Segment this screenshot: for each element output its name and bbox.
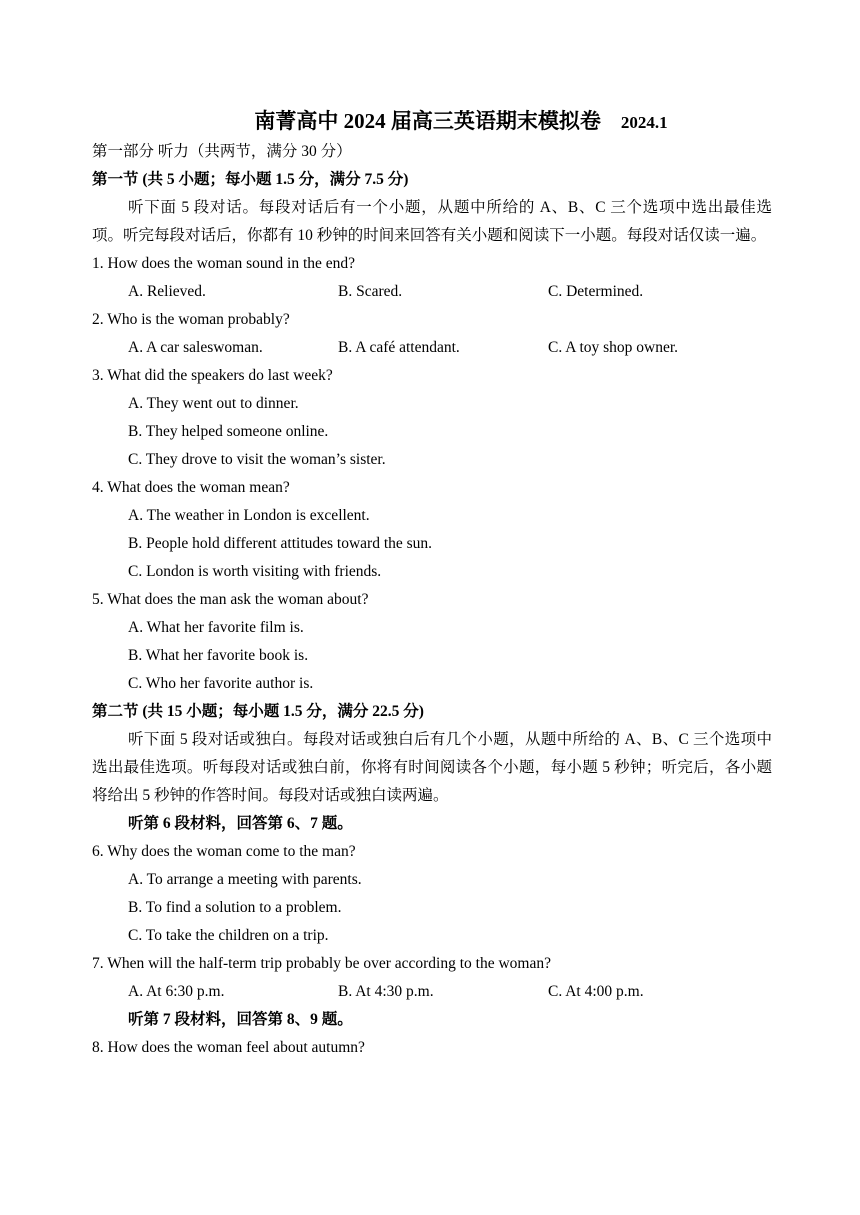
option-a: A. They went out to dinner. xyxy=(128,395,299,412)
exam-page xyxy=(92,104,772,1062)
option-c: C. London is worth visiting with friends. xyxy=(128,563,382,580)
question-7-options xyxy=(92,978,772,1006)
option-a: A. At 6:30 p.m. xyxy=(128,983,225,1000)
option-c: C. They drove to visit the woman’s sister. xyxy=(128,451,386,468)
option-b: B. They helped someone online. xyxy=(128,423,329,440)
question-4: 4. What does the woman mean? xyxy=(92,479,290,496)
section2-instructions: 听下面 5 段对话或独白。每段对话或独白后有几个小题，从题中所给的 A、B、C 三个选项中选出最佳选项。听每段对话或独白前，你将有时间阅读各个小题，每小题 5 秒钟；听完后，各小题将给出 5 秒钟的作答时间。每段对话或独白读两遍。 xyxy=(92,731,772,804)
section1-heading: 第一节 (共 5 小题；每小题 1.5 分，满分 7.5 分) xyxy=(92,171,409,188)
option-a: A. To arrange a meeting with parents. xyxy=(128,871,362,888)
option-b: B. Scared. xyxy=(338,283,403,300)
option-c: C. Who her favorite author is. xyxy=(128,675,314,692)
option-c: C. To take the children on a trip. xyxy=(128,927,329,944)
option-b: B. What her favorite book is. xyxy=(128,647,309,664)
option-b: B. At 4:30 p.m. xyxy=(338,983,434,1000)
section2-heading: 第二节 (共 15 小题；每小题 1.5 分，满分 22.5 分) xyxy=(92,703,424,720)
option-a: A. What her favorite film is. xyxy=(128,619,304,636)
exam-date: 2024.1 xyxy=(620,113,668,132)
question-1-options xyxy=(92,278,772,306)
option-c: C. Determined. xyxy=(548,283,644,300)
material-7-heading: 听第 7 段材料，回答第 8、9 题。 xyxy=(128,1011,353,1028)
question-6: 6. Why does the woman come to the man? xyxy=(92,843,356,860)
part-heading: 第一部分 听力（共两节，满分 30 分） xyxy=(92,143,352,160)
option-c: C. At 4:00 p.m. xyxy=(548,983,644,1000)
option-a: A. Relieved. xyxy=(128,283,206,300)
title-text: 南菁高中 2024 届高三英语期末模拟卷 xyxy=(254,109,601,133)
option-b: B. People hold different attitudes toward the sun. xyxy=(128,535,433,552)
question-3: 3. What did the speakers do last week? xyxy=(92,367,333,384)
question-8: 8. How does the woman feel about autumn? xyxy=(92,1039,365,1056)
material-6-heading: 听第 6 段材料，回答第 6、7 题。 xyxy=(128,815,353,832)
option-a: A. The weather in London is excellent. xyxy=(128,507,370,524)
question-2-options xyxy=(92,334,772,362)
option-a: A. A car saleswoman. xyxy=(128,339,263,356)
exam-title xyxy=(150,104,772,138)
option-c: C. A toy shop owner. xyxy=(548,339,679,356)
option-b: B. A café attendant. xyxy=(338,339,460,356)
section1-instructions: 听下面 5 段对话。每段对话后有一个小题，从题中所给的 A、B、C 三个选项中选出最佳选项。听完每段对话后，你都有 10 秒钟的时间来回答有关小题和阅读下一小题。每段对话仅读一遍。 xyxy=(92,199,772,244)
question-2: 2. Who is the woman probably? xyxy=(92,311,290,328)
question-5: 5. What does the man ask the woman about? xyxy=(92,591,369,608)
option-b: B. To find a solution to a problem. xyxy=(128,899,342,916)
question-1: 1. How does the woman sound in the end? xyxy=(92,255,356,272)
question-7: 7. When will the half-term trip probably be over according to the woman? xyxy=(92,955,551,972)
